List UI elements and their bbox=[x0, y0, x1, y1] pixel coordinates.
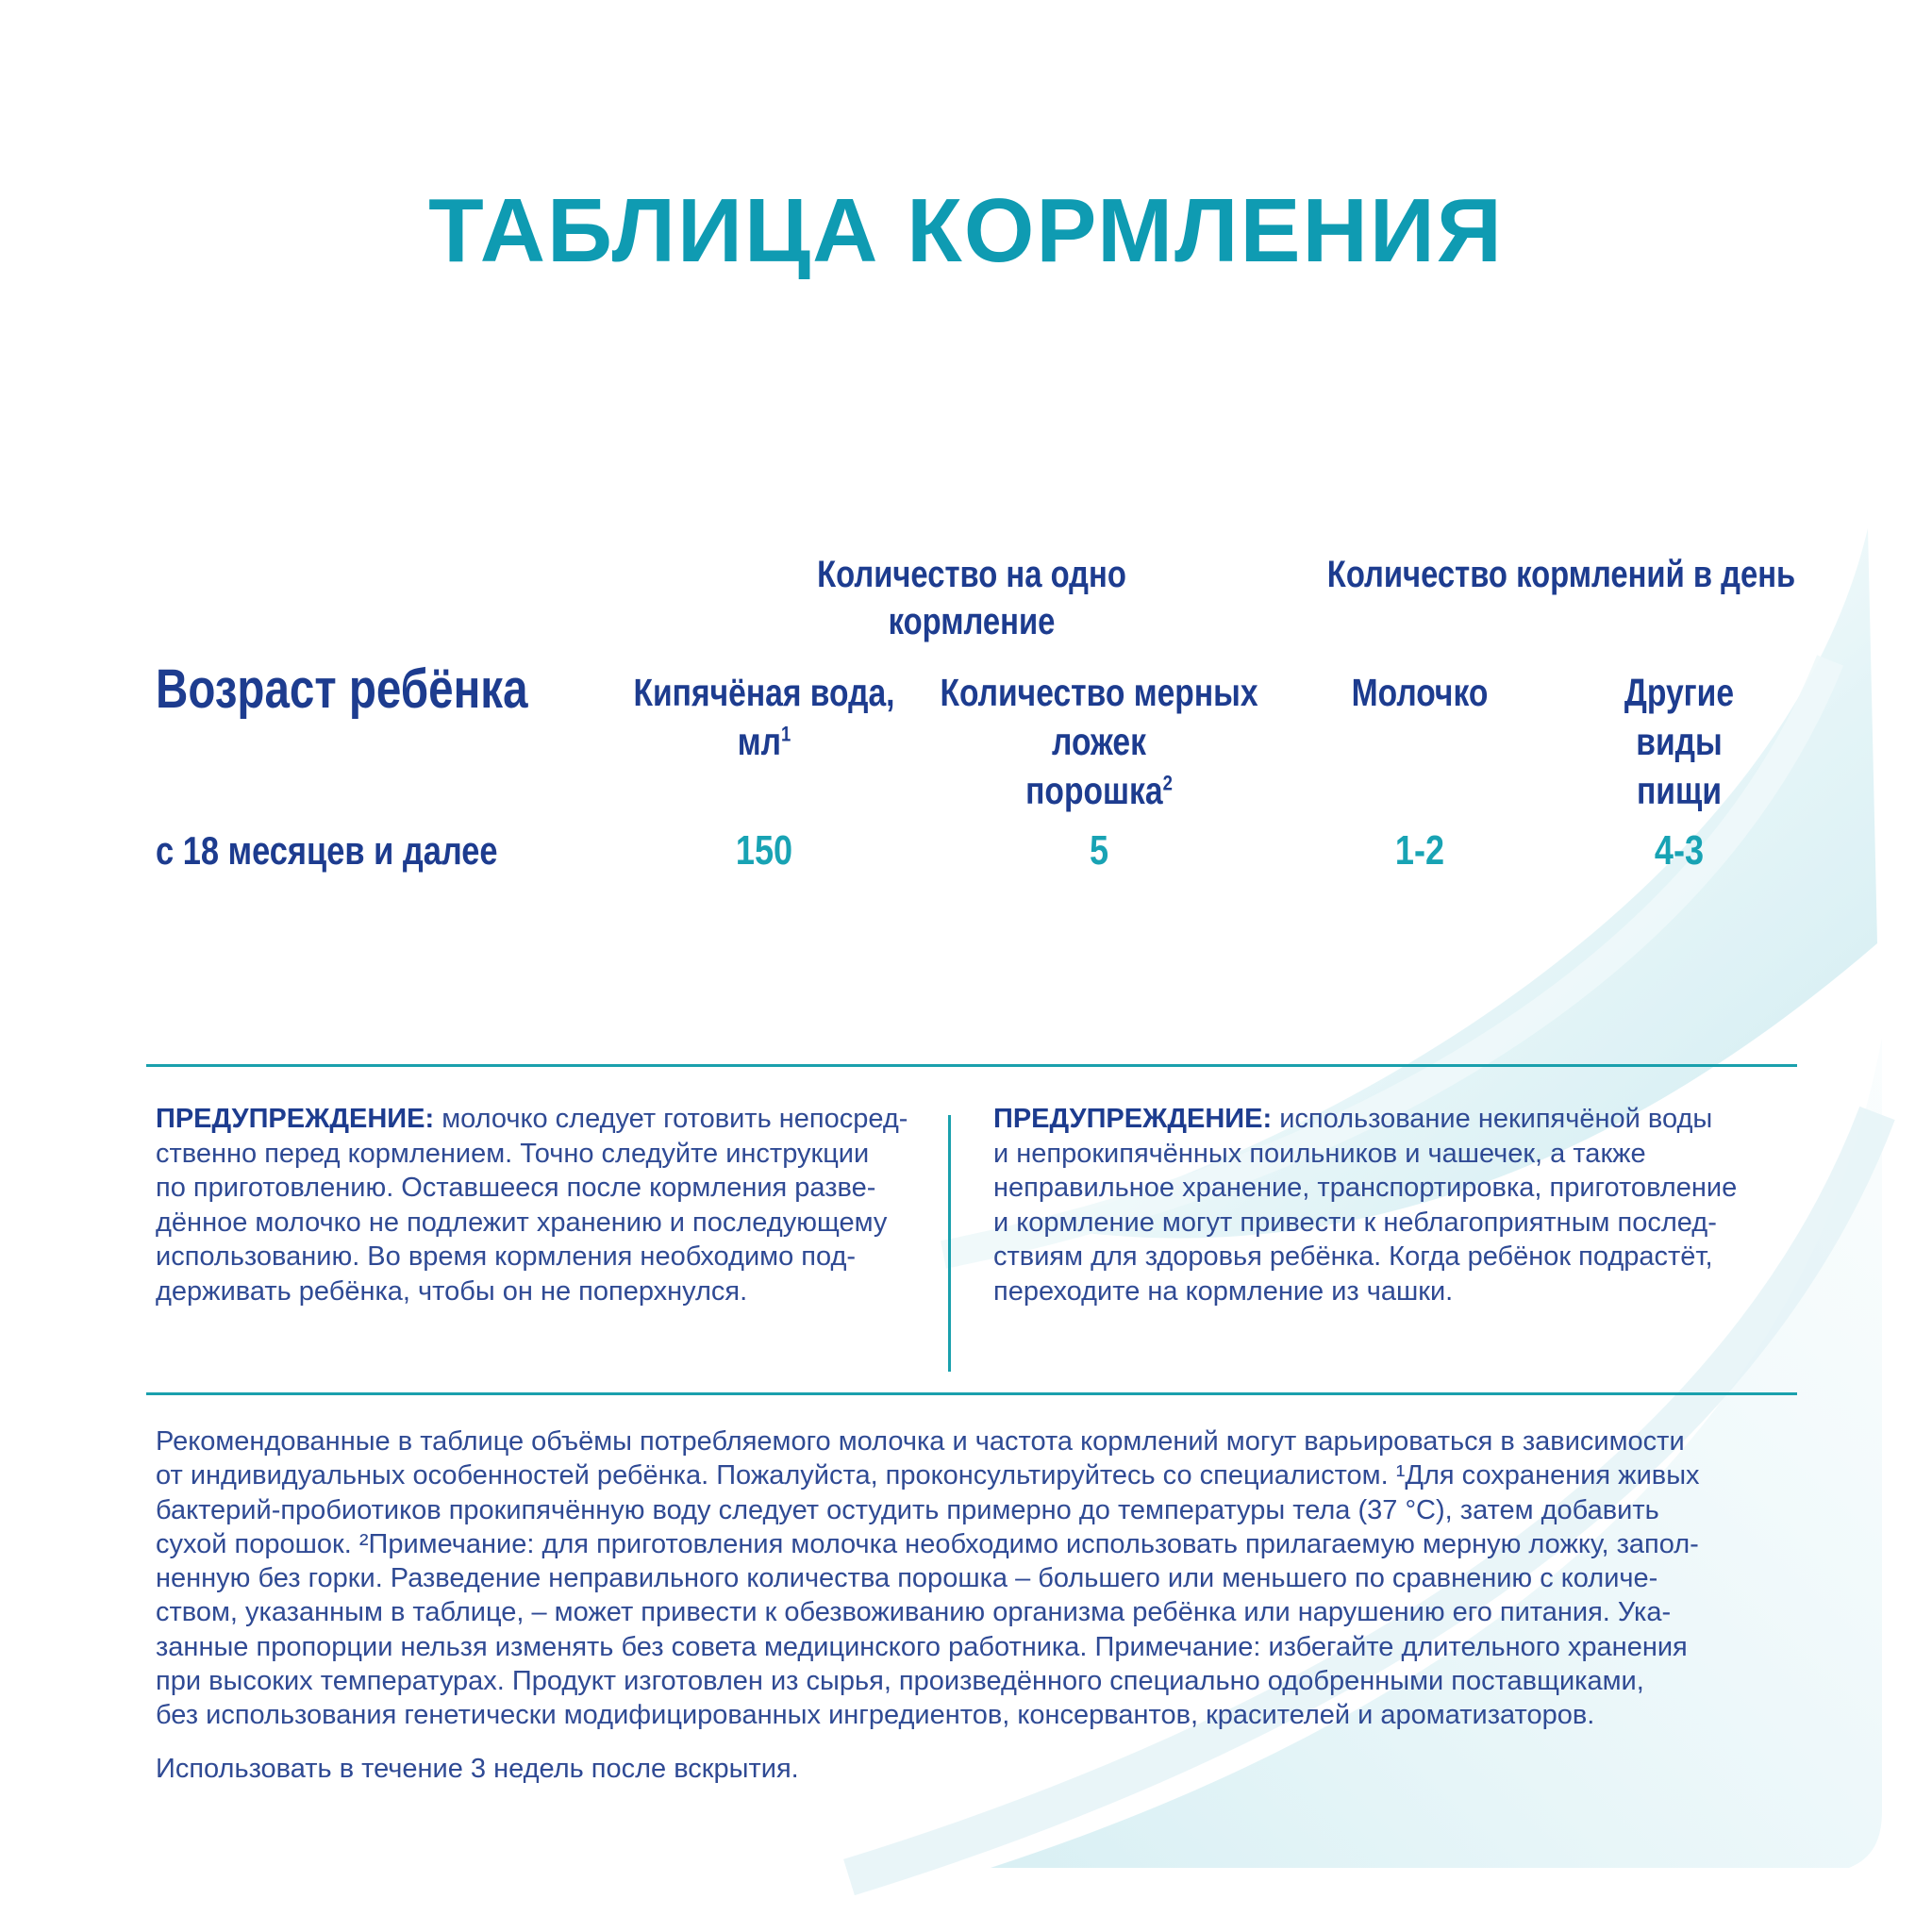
warning-right-label: ПРЕДУПРЕЖДЕНИЕ: bbox=[993, 1104, 1273, 1134]
column-header-scoops-line2: порошка bbox=[1025, 769, 1163, 812]
column-header-other-food-line1: Другие виды bbox=[1624, 671, 1735, 763]
usage-note: Использовать в течение 3 недель после вскрытия. bbox=[156, 1753, 799, 1784]
page-title: ТАБЛИЦА КОРМЛЕНИЯ bbox=[428, 180, 1504, 281]
warning-right-line: использование некипячёной воды bbox=[1279, 1104, 1713, 1134]
warning-right-line: переходите на кормление из чашки. bbox=[993, 1275, 1454, 1307]
warning-right-line: ствиям для здоровья ребёнка. Когда ребёнок подрастёт, bbox=[993, 1241, 1713, 1272]
column-header-scoops-line1: Количество мерных ложек bbox=[940, 671, 1258, 763]
divider-vertical bbox=[948, 1115, 951, 1372]
warning-left-line: держивать ребёнка, чтобы он не поперхнулся. bbox=[156, 1275, 748, 1307]
table-cell-scoops: 5 bbox=[1089, 827, 1109, 874]
divider-top bbox=[146, 1064, 1797, 1067]
divider-bottom bbox=[146, 1392, 1797, 1395]
footnote-line: занные пропорции нельзя изменять без совета медицинского работника. Примечание: избегайте длительного хранения bbox=[156, 1631, 1688, 1662]
warning-left-line: использованию. Во время кормления необходимо под- bbox=[156, 1241, 857, 1272]
footnote-1-marker: 1 bbox=[780, 722, 791, 746]
warning-left-line: дённое молочко не подлежит хранению и последующему bbox=[156, 1207, 888, 1238]
footnote-line: при высоких температурах. Продукт изготовлен из сырья, произведённого специально одобренными поставщиками, bbox=[156, 1666, 1644, 1697]
warning-right-line: и кормление могут привести к неблагоприятным послед- bbox=[993, 1207, 1717, 1238]
column-header-water-line2: мл bbox=[737, 720, 781, 763]
warning-left-line: по приготовлению. Оставшееся после кормления разве- bbox=[156, 1173, 876, 1203]
footnote-line: бактерий-пробиотиков прокипячённую воду следует остудить примерно до температуры тела (37 °C), затем добавить bbox=[156, 1494, 1659, 1525]
age-header: Возраст ребёнка bbox=[156, 658, 528, 720]
warning-right-line: и непрокипячённых поильников и чашечек, а также bbox=[993, 1138, 1646, 1169]
table-cell-water: 150 bbox=[735, 827, 793, 874]
footnotes bbox=[156, 1424, 1778, 1786]
warning-left-line: ственно перед кормлением. Точно следуйте инструкции bbox=[156, 1138, 870, 1169]
column-header-scoops bbox=[917, 668, 1280, 815]
group-header-per-feeding: Количество на одно кормление bbox=[817, 554, 1126, 642]
group-header-per-day: Количество кормлений в день bbox=[1326, 554, 1796, 595]
footnote-line: без использования генетически модифицированных ингредиентов, консервантов, красителей и ароматизаторов. bbox=[156, 1700, 1595, 1731]
footnote-line: ством, указанным в таблице, – может привести к обезвоживанию организма ребёнка или нарушению его питания. Ука- bbox=[156, 1597, 1672, 1628]
column-header-milk-line1: Молочко bbox=[1351, 671, 1489, 714]
footnote-line: ненную без горки. Разведение неправильного количества порошка – большего или меньшего по сравнению с количе- bbox=[156, 1563, 1658, 1594]
column-header-other-food-line2: пищи bbox=[1636, 769, 1723, 812]
footnote-line: от индивидуальных особенностей ребёнка. Пожалуйста, проконсультируйтесь со специалистом. ¹Для сохранения живых bbox=[156, 1460, 1700, 1491]
column-header-water-line1: Кипячёная вода, bbox=[633, 671, 895, 714]
column-header-water bbox=[633, 668, 896, 766]
warning-right bbox=[993, 1102, 1795, 1308]
footnote-line: Рекомендованные в таблице объёмы потребляемого молочка и частота кормлений могут варьироваться в зависимости bbox=[156, 1426, 1685, 1457]
warning-left-line: молочко следует готовить непосред- bbox=[441, 1104, 908, 1134]
table-cell-milk: 1-2 bbox=[1394, 827, 1445, 874]
warning-left bbox=[156, 1102, 929, 1308]
table-row-age: с 18 месяцев и далее bbox=[156, 828, 498, 873]
warning-right-line: неправильное хранение, транспортировка, приготовление bbox=[993, 1173, 1738, 1203]
table-cell-other-food: 4-3 bbox=[1654, 827, 1705, 874]
column-header-milk bbox=[1324, 668, 1517, 717]
column-header-other-food bbox=[1578, 668, 1779, 815]
footnote-2-marker: 2 bbox=[1162, 771, 1173, 795]
footnote-line: сухой порошок. ²Примечание: для приготовления молочка необходимо использовать прилагаемую мерную ложку, запол- bbox=[156, 1528, 1699, 1559]
warning-left-label: ПРЕДУПРЕЖДЕНИЕ: bbox=[156, 1104, 435, 1134]
